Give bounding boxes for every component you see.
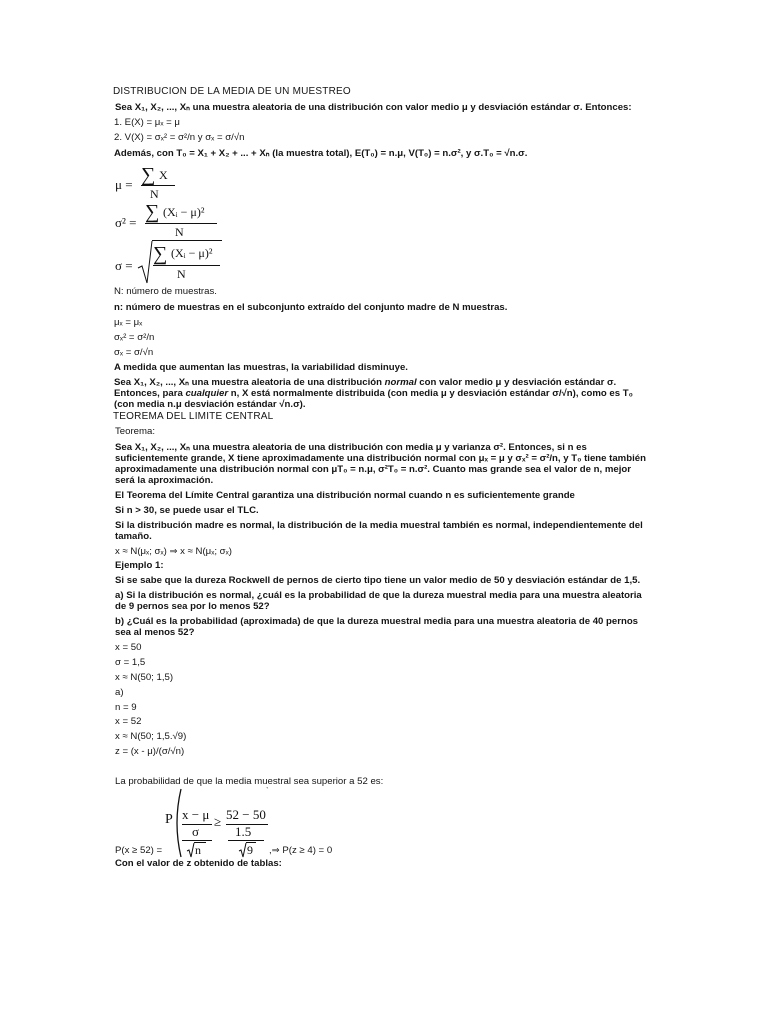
fraction-numerator-2: 52 − 50	[226, 807, 266, 822]
tlc-line-2: suficientemente grande, X tiene aproximadamente una distribución normal con μₓ = μ y σₓ² = σ²/n, y T₀ tiene también	[115, 453, 646, 464]
formula-denominator: N	[150, 187, 159, 201]
formula-numerator: X	[159, 168, 168, 182]
formula-lhs: σ² =	[115, 215, 137, 230]
section-heading: DISTRIBUCION DE LA MEDIA DE UN MUESTREO	[113, 86, 351, 97]
intro-text: Sea X₁, X₂, ..., Xₙ una muestra aleatoria de una distribución con valor medio μ y desviación estándar σ. Entonces:	[115, 102, 632, 113]
tlc-line-1: Sea X₁, X₂, ..., Xₙ una muestra aleatoria de una distribución con media μ y varianza σ². Entonces, si n es	[115, 442, 587, 453]
normal-dist-line-3: (con media n.μ desviación estándar √n.σ).	[114, 399, 306, 410]
formula-numerator: (Xᵢ − μ)²	[163, 205, 205, 219]
madre-line-1: Si la distribución madre es normal, la distribución de la media muestral también es normal, independientemente del	[115, 520, 643, 531]
sum-symbol: ∑	[141, 164, 156, 186]
question-b-line-1: b) ¿Cuál es la probabilidad (aproximada) de que la dureza muestral media para una muestra aleatoria de 40 pernos	[115, 616, 639, 627]
value-line: n = 9	[115, 702, 137, 713]
tlc-line-4: será la aproximación.	[115, 475, 214, 486]
text-part: Sea X₁, X₂, ..., Xₙ una muestra aleatoria de una distribución	[114, 377, 385, 388]
emphasis: cualquier	[185, 388, 229, 399]
equation-3: σₓ = σ/√n	[114, 347, 154, 358]
left-paren-icon	[172, 788, 182, 858]
property-2: 2. V(X) = σₓ² = σ²/n y σₓ = σ/√n	[114, 132, 245, 143]
probability-text: La probabilidad de que la media muestral sea superior a 52 es:	[115, 776, 384, 787]
tick-mark: `	[266, 786, 269, 795]
sum-symbol: ∑	[145, 201, 160, 223]
example-statement: Si se sabe que la dureza Rockwell de pernos de cierto tipo tiene un valor medio de 50 y desviación estándar de 1,5.	[115, 575, 641, 586]
formula-numerator: (Xᵢ − μ)²	[171, 246, 213, 260]
si30-text: Si n > 30, se puede usar el TLC.	[115, 505, 259, 516]
fraction-bar	[153, 265, 220, 266]
std-dev-formula	[113, 240, 233, 286]
root-content: 9	[247, 843, 253, 857]
sum-symbol: ∑	[153, 243, 168, 265]
prob-symbol: P	[165, 812, 173, 827]
value-line: x ≈ N(50; 1,5.√9)	[115, 731, 187, 742]
sqrt-icon	[186, 842, 195, 858]
formula-lhs: μ =	[115, 177, 133, 192]
value-line: x ≈ N(50; 1,5)	[115, 672, 174, 683]
question-a-line-2: de 9 pernos sea por lo menos 52?	[115, 601, 270, 612]
fraction-numerator-1: x − μ	[182, 807, 210, 822]
example-label: Ejemplo 1:	[115, 560, 164, 571]
property-1: 1. E(X) = μₓ = μ	[114, 117, 180, 128]
value-line: σ = 1,5	[115, 657, 146, 668]
question-a-line-1: a) Si la distribución es normal, ¿cuál es la probabilidad de que la dureza muestral media para una muestra aleatoria	[115, 590, 642, 601]
value-line: x = 50	[115, 642, 142, 653]
value-line: a)	[115, 687, 124, 698]
value-line: z = (x - μ)/(σ/√n)	[115, 746, 185, 757]
tables-text: Con el valor de z obtenido de tablas:	[115, 858, 282, 869]
garantiza-text: El Teorema del Límite Central garantiza una distribución normal cuando n es suficientemente grande	[115, 490, 575, 501]
sigma-symbol: σ	[192, 824, 200, 839]
section-heading-2: TEOREMA DEL LIMITE CENTRAL	[113, 411, 274, 422]
sqrt-icon	[238, 842, 247, 858]
value-line: x = 52	[115, 716, 142, 727]
implication-line: x ≈ N(μₓ; σₓ) ⇒ x ≈ N(μₓ; σₓ)	[115, 546, 232, 557]
formula-denominator: N	[177, 267, 186, 281]
fraction-bar	[145, 223, 217, 224]
fraction-sub-numerator: 1.5	[235, 824, 252, 839]
probability-lhs: P(x ≥ 52) =	[115, 845, 163, 856]
mean-formula	[113, 164, 193, 200]
sqrt-icon	[137, 240, 153, 286]
text-part: Entonces, para	[114, 388, 186, 399]
formula-lhs: σ =	[115, 258, 133, 273]
n-definition-1: N: número de muestras.	[114, 286, 217, 297]
emphasis: normal	[384, 377, 417, 388]
ge-symbol: ≥	[214, 814, 222, 829]
fraction-bar	[182, 840, 212, 841]
teorema-label: Teorema:	[115, 426, 155, 437]
probability-result: ,⇒ P(z ≥ 4) = 0	[269, 845, 333, 856]
fraction-bar	[141, 185, 175, 186]
equation-1: μₓ = μₓ	[114, 317, 143, 328]
root-content: n	[195, 843, 201, 857]
fraction-bar	[228, 840, 264, 841]
root-bar	[152, 240, 222, 241]
tlc-line-3: aproximadamente una distribución normal con μT₀ = n.μ, σ²T₀ = n.σ². Cuanto mas grande sea el valor de n, mejor	[115, 464, 631, 475]
equation-2: σₓ² = σ²/n	[114, 332, 155, 343]
medida-text: A medida que aumentan las muestras, la variabilidad disminuye.	[114, 362, 408, 373]
question-b-line-2: sea al menos 52?	[115, 627, 195, 638]
n-definition-2: n: número de muestras en el subconjunto extraído del conjunto madre de N muestras.	[114, 302, 508, 313]
ademas-text: Además, con T₀ = X₁ + X₂ + ... + Xₙ (la muestra total), E(T₀) = n.μ, V(T₀) = n.σ², y σ.T₀ = √n.σ.	[114, 148, 528, 159]
variance-formula	[113, 201, 223, 239]
text-part: con valor medio μ y desviación estándar σ.	[416, 377, 617, 388]
text-part: n, X está normalmente distribuida (con media μ y desviación estándar σ/√n), como es T₀	[228, 388, 633, 399]
madre-line-2: tamaño.	[115, 531, 152, 542]
formula-denominator: N	[175, 225, 184, 239]
